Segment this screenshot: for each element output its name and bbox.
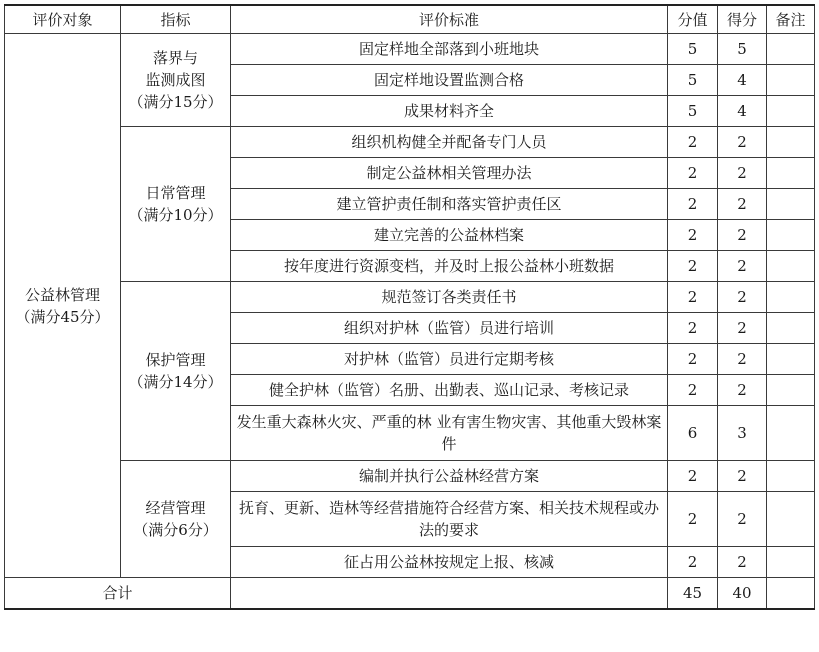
standard-cell: 对护林（监管）员进行定期考核 bbox=[231, 344, 668, 375]
table-row bbox=[5, 282, 815, 313]
value-cell: 2 bbox=[668, 344, 718, 375]
table-row bbox=[5, 127, 815, 158]
indicator-cell bbox=[121, 461, 231, 578]
evaluation-table bbox=[4, 4, 815, 610]
note-cell bbox=[767, 158, 815, 189]
header-row bbox=[5, 5, 815, 34]
note-cell bbox=[767, 127, 815, 158]
standard-cell: 固定样地全部落到小班地块 bbox=[231, 34, 668, 65]
note-cell bbox=[767, 251, 815, 282]
value-cell: 5 bbox=[668, 34, 718, 65]
score-cell: 5 bbox=[718, 34, 767, 65]
score-cell: 2 bbox=[718, 189, 767, 220]
standard-cell: 建立管护责任制和落实管护责任区 bbox=[231, 189, 668, 220]
value-cell: 2 bbox=[668, 547, 718, 578]
note-cell bbox=[767, 406, 815, 461]
standard-cell: 发生重大森林火灾、严重的林 业有害生物灾害、其他重大毁林案件 bbox=[231, 406, 668, 461]
score-cell: 2 bbox=[718, 313, 767, 344]
value-cell: 2 bbox=[668, 492, 718, 547]
note-cell bbox=[767, 189, 815, 220]
header-value: 分值 bbox=[668, 5, 718, 34]
indicator-line: （满分10分） bbox=[128, 206, 223, 224]
total-standard-cell bbox=[231, 578, 668, 610]
standard-cell: 建立完善的公益林档案 bbox=[231, 220, 668, 251]
note-cell bbox=[767, 220, 815, 251]
indicator-line: 经营管理 bbox=[145, 499, 206, 517]
value-cell: 5 bbox=[668, 96, 718, 127]
indicator-cell bbox=[121, 282, 231, 461]
header-note: 备注 bbox=[767, 5, 815, 34]
score-cell: 2 bbox=[718, 547, 767, 578]
indicator-line: 日常管理 bbox=[145, 184, 206, 202]
score-cell: 3 bbox=[718, 406, 767, 461]
total-label: 合计 bbox=[5, 578, 231, 610]
note-cell bbox=[767, 492, 815, 547]
score-cell: 2 bbox=[718, 375, 767, 406]
note-cell bbox=[767, 461, 815, 492]
indicator-line: 监测成图 bbox=[145, 71, 206, 89]
total-value: 45 bbox=[668, 578, 718, 610]
score-cell: 4 bbox=[718, 96, 767, 127]
standard-cell: 规范签订各类责任书 bbox=[231, 282, 668, 313]
header-standard: 评价标准 bbox=[231, 5, 668, 34]
standard-cell: 按年度进行资源变档，并及时上报公益林小班数据 bbox=[231, 251, 668, 282]
object-cell bbox=[5, 34, 121, 578]
value-cell: 2 bbox=[668, 461, 718, 492]
object-name: 公益林管理 bbox=[24, 285, 100, 304]
score-cell: 2 bbox=[718, 127, 767, 158]
value-cell: 6 bbox=[668, 406, 718, 461]
value-cell: 2 bbox=[668, 189, 718, 220]
standard-cell: 制定公益林相关管理办法 bbox=[231, 158, 668, 189]
note-cell bbox=[767, 313, 815, 344]
header-indicator: 指标 bbox=[121, 5, 231, 34]
value-cell: 2 bbox=[668, 220, 718, 251]
value-cell: 2 bbox=[668, 127, 718, 158]
indicator-line: 落界与 bbox=[152, 49, 198, 67]
standard-cell: 抚育、更新、造林等经营措施符合经营方案、相关技术规程或办法的要求 bbox=[231, 492, 668, 547]
value-cell: 2 bbox=[668, 251, 718, 282]
indicator-line: （满分15分） bbox=[128, 93, 223, 111]
standard-cell: 征占用公益林按规定上报、核减 bbox=[231, 547, 668, 578]
indicator-line: （满分6分） bbox=[133, 521, 218, 539]
value-cell: 2 bbox=[668, 158, 718, 189]
note-cell bbox=[767, 282, 815, 313]
table-row bbox=[5, 461, 815, 492]
note-cell bbox=[767, 34, 815, 65]
table-row bbox=[5, 34, 815, 65]
total-row bbox=[5, 578, 815, 610]
score-cell: 2 bbox=[718, 158, 767, 189]
note-cell bbox=[767, 375, 815, 406]
value-cell: 5 bbox=[668, 65, 718, 96]
score-cell: 4 bbox=[718, 65, 767, 96]
indicator-cell bbox=[121, 34, 231, 127]
score-cell: 2 bbox=[718, 461, 767, 492]
note-cell bbox=[767, 96, 815, 127]
indicator-line: 保护管理 bbox=[145, 351, 206, 369]
standard-cell: 成果材料齐全 bbox=[231, 96, 668, 127]
standard-cell: 组织机构健全并配备专门人员 bbox=[231, 127, 668, 158]
standard-cell: 编制并执行公益林经营方案 bbox=[231, 461, 668, 492]
note-cell bbox=[767, 344, 815, 375]
header-object: 评价对象 bbox=[5, 5, 121, 34]
total-note-cell bbox=[767, 578, 815, 610]
score-cell: 2 bbox=[718, 344, 767, 375]
value-cell: 2 bbox=[668, 282, 718, 313]
value-cell: 2 bbox=[668, 313, 718, 344]
note-cell bbox=[767, 65, 815, 96]
total-score: 40 bbox=[718, 578, 767, 610]
score-cell: 2 bbox=[718, 282, 767, 313]
score-cell: 2 bbox=[718, 492, 767, 547]
standard-cell: 健全护林（监管）名册、出勤表、巡山记录、考核记录 bbox=[231, 375, 668, 406]
note-cell bbox=[767, 547, 815, 578]
standard-cell: 组织对护林（监管）员进行培训 bbox=[231, 313, 668, 344]
value-cell: 2 bbox=[668, 375, 718, 406]
indicator-line: （满分14分） bbox=[128, 373, 223, 391]
object-full-score: （满分45分） bbox=[15, 307, 110, 326]
score-cell: 2 bbox=[718, 220, 767, 251]
header-score: 得分 bbox=[718, 5, 767, 34]
indicator-cell bbox=[121, 127, 231, 282]
standard-cell: 固定样地设置监测合格 bbox=[231, 65, 668, 96]
score-cell: 2 bbox=[718, 251, 767, 282]
